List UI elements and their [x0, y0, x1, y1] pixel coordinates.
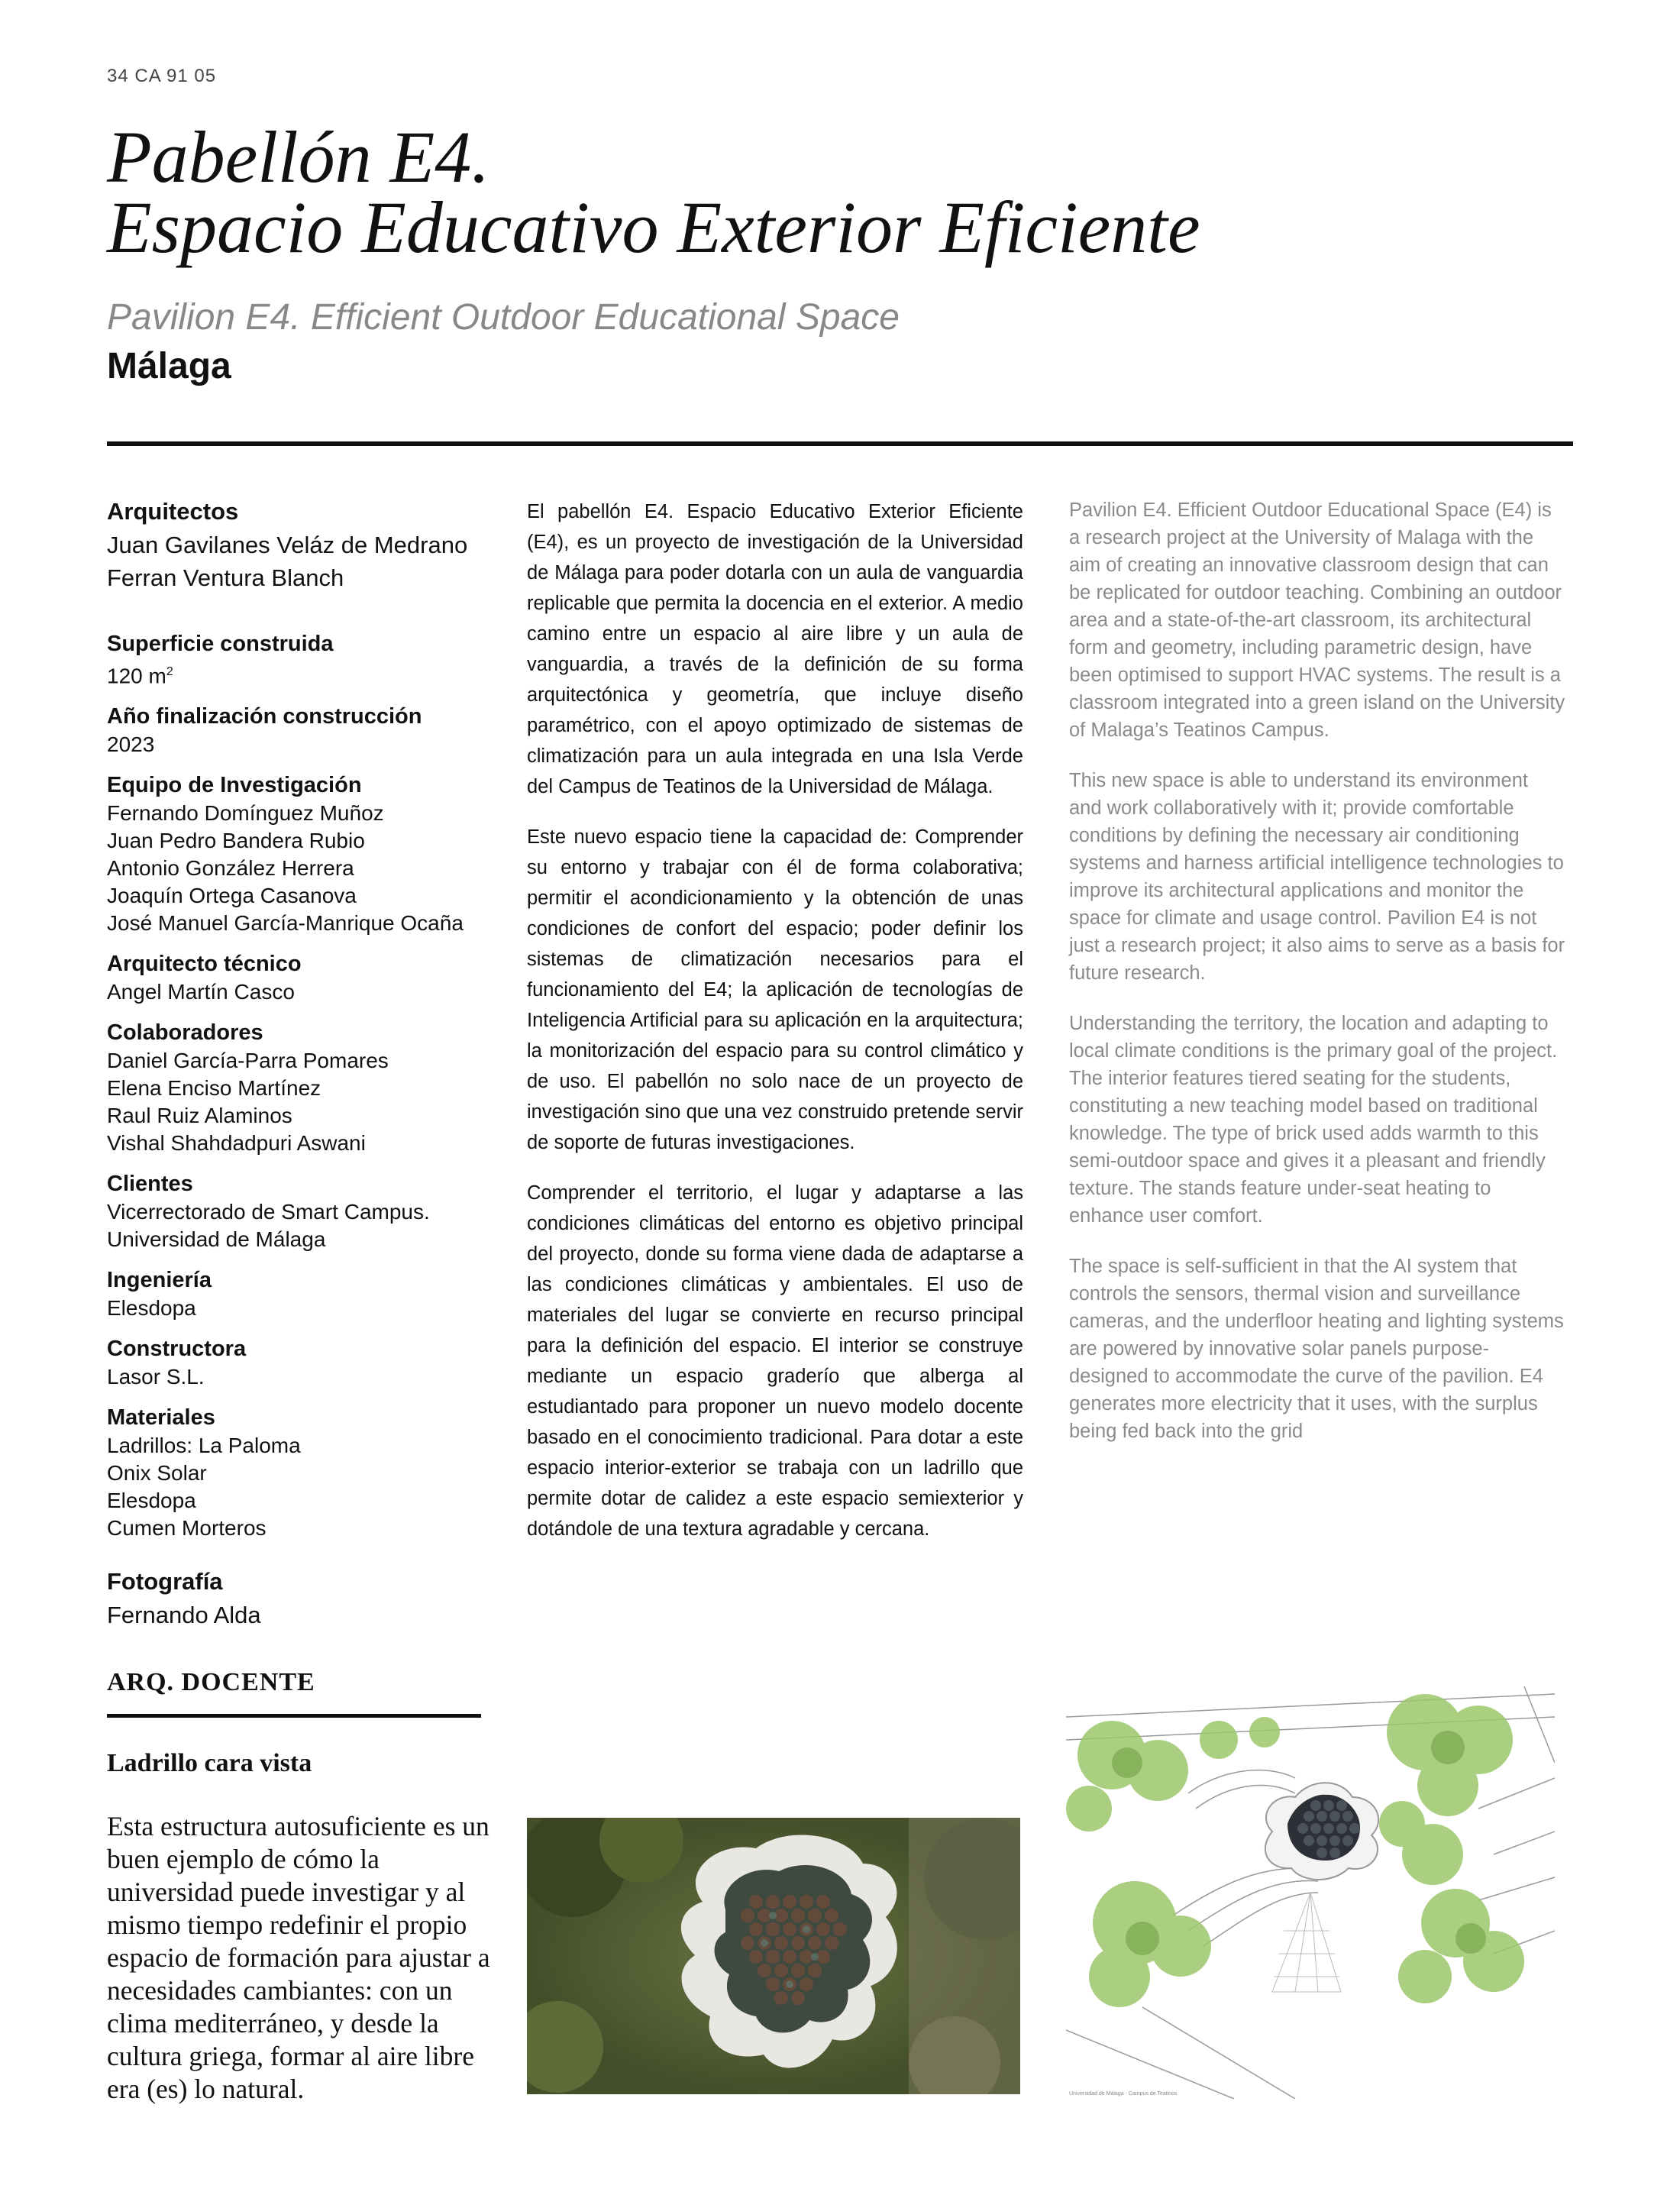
site-plan-drawing — [1066, 1686, 1555, 2099]
area-unit-superscript: 2 — [166, 665, 173, 678]
credit-value: Raul Ruiz Alaminos — [107, 1104, 292, 1128]
title-line-2: Espacio Educativo Exterior Eficiente — [107, 186, 1200, 268]
credit-value: Lasor S.L. — [107, 1365, 205, 1389]
credits-column — [107, 495, 504, 1644]
credits-year — [107, 702, 504, 758]
plan-caption: Universidad de Málaga · Campus de Teatinos — [1069, 2091, 1178, 2097]
credit-label: Equipo de Investigación — [107, 773, 362, 798]
credits-engineering — [107, 1266, 504, 1322]
area-value: 120 m — [107, 664, 166, 688]
credit-value: José Manuel García-Manrique Ocaña — [107, 911, 464, 936]
paragraph: Este nuevo espacio tiene la capacidad de: Comprender su entorno y trabajar con él de forma colaborativa; permitir el acondicionamiento y la obtención de unas condiciones de confort del espacio; poder definir los sistemas de climatización necesarios para el funcionamiento del E4; la aplicación de tecnologías de Inteligencia Artificial para su aplicación en la arquitectura; la monitorización del espacio para su control climático y de uso. El pabellón no solo nace de un proyecto de investigación sino que una vez construido pretende servir de soporte de futuras investigaciones. — [527, 826, 1023, 1153]
credit-value: Vishal Shahdadpuri Aswani — [107, 1131, 366, 1156]
credits-architects — [107, 495, 504, 594]
aerial-photo-drawing — [527, 1818, 1020, 2094]
credit-value: Ladrillos: La Paloma — [107, 1434, 301, 1458]
credits-materials — [107, 1403, 504, 1542]
credit-label: Clientes — [107, 1172, 193, 1197]
credit-label: Año finalización construcción — [107, 704, 422, 729]
credit-value: Elesdopa — [107, 1296, 196, 1321]
title-line-1: Pabellón E4. — [107, 116, 490, 198]
credit-value: Antonio González Herrera — [107, 856, 354, 881]
credit-value: Fernando Domínguez Muñoz — [107, 801, 384, 826]
credit-value: 2023 — [107, 732, 155, 757]
credits-research — [107, 771, 504, 937]
credit-value: Juan Pedro Bandera Rubio — [107, 829, 365, 853]
credits-photography — [107, 1565, 504, 1631]
header-rule — [107, 441, 1573, 446]
credit-value: Vicerrectorado de Smart Campus. — [107, 1200, 430, 1224]
credit-label: Arquitectos — [107, 498, 239, 525]
site-plan — [1066, 1686, 1555, 2099]
credits-builder — [107, 1334, 504, 1391]
credit-value: Universidad de Málaga — [107, 1227, 326, 1252]
credit-value: Angel Martín Casco — [107, 980, 295, 1004]
credit-value — [107, 658, 504, 690]
credit-value: Cumen Morteros — [107, 1516, 267, 1541]
credit-label: Superficie construida — [107, 632, 334, 656]
city-name: Málaga — [107, 346, 231, 386]
credit-label: Constructora — [107, 1337, 247, 1362]
credit-value: Juan Gavilanes Veláz de Medrano — [107, 532, 468, 558]
page-folio: 34 CA 91 05 — [107, 66, 217, 86]
credit-value: Ferran Ventura Blanch — [107, 564, 344, 591]
english-subtitle: Pavilion E4. Efficient Outdoor Educational Space — [107, 297, 900, 338]
credit-label: Ingeniería — [107, 1268, 212, 1293]
sidebar-rule — [107, 1714, 481, 1718]
aerial-photo — [527, 1818, 1020, 2094]
credit-value: Elena Enciso Martínez — [107, 1076, 321, 1101]
sidebar-text: Esta estructura autosuficiente es un buen ejemplo de cómo la universidad puede investigar y al mismo tiempo redefinir el propio espacio de formación para ajustar a necesidades cambiantes: con un clima mediterráneo, y desde la cultura griega, formar al aire libre era (es) lo natural. — [107, 1811, 490, 2104]
credits-tech — [107, 949, 504, 1006]
credit-value: Elesdopa — [107, 1489, 196, 1513]
body-spanish — [527, 496, 1023, 1564]
section-tag: ARQ. DOCENTE — [107, 1668, 315, 1696]
credit-value: Joaquín Ortega Casanova — [107, 884, 357, 908]
page-title — [107, 116, 1558, 268]
paragraph: El pabellón E4. Espacio Educativo Exterior Eficiente (E4), es un proyecto de investigación de la Universidad de Málaga para poder dotarla con un aula de vanguardia replicable que permita la docencia en el exterior. A medio camino entre un espacio al aire libre y un aula de vanguardia, a través de la definición de su forma arquitectónica y geometría, que incluye diseño paramétrico, con el apoyo optimizado de sistemas de climatización para un aula integrada en una Isla Verde del Campus de Teatinos de la Universidad de Málaga. — [527, 501, 1023, 797]
paragraph: Comprender el territorio, el lugar y adaptarse a las condiciones climáticas del entorno es objetivo principal del proyecto, donde su forma viene dada de adaptarse a las condiciones climáticas y ambientales. El uso de materiales del lugar se convierte en recurso principal para la definición del espacio. El interior se construye mediante un espacio graderío que alberga al estudiantado para proponer un nuevo modelo docente basado en el conocimiento tradicional. Para dotar a este espacio interior-exterior se trabaja con un ladrillo que permite dotar de calidez a este espacio semiexterior y dotándole de una textura agradable y cercana. — [527, 1182, 1023, 1540]
credit-label: Materiales — [107, 1405, 215, 1431]
credit-value: Fernando Alda — [107, 1602, 261, 1629]
credit-label: Fotografía — [107, 1568, 223, 1596]
paragraph: Pavilion E4. Efficient Outdoor Educational Space (E4) is a research project at the University of Malaga with the aim of creating an innovative classroom design that can be replicated for outdoor teaching. Combining an outdoor area and a state-of-the-art classroom, its architectural form and geometry, including parametric design, have been optimised to support HVAC systems. The result is a classroom integrated into a green island on the University of Malaga’s Teatinos Campus. — [1069, 500, 1565, 741]
credit-label: Colaboradores — [107, 1020, 263, 1046]
credit-label: Arquitecto técnico — [107, 952, 302, 977]
paragraph: Understanding the territory, the location and adapting to local climate conditions is the primary goal of the project. The interior features tiered seating for the students, constituting a new teaching model based on traditional knowledge. The type of brick used adds warmth to this semi-outdoor space and gives it a pleasant and friendly texture. The stands feature under-seat heating to enhance user comfort. — [1069, 1013, 1558, 1227]
paragraph: The space is self-sufficient in that the AI system that controls the sensors, thermal vision and surveillance cameras, and the underfloor heating and lighting systems are powered by innovative solar panels purpose-designed to accommodate the curve of the pavilion. E4 generates more electricity that it uses, with the surplus being fed back into the grid — [1069, 1256, 1564, 1442]
paragraph: This new space is able to understand its environment and work collaboratively with it; provide comfortable conditions by defining the necessary air conditioning systems and harness artificial intelligence technologies to improve its architectural applications and monitor the space for climate and usage control. Pavilion E4 is not just a research project; it also aims to serve as a basis for future research. — [1069, 770, 1565, 984]
credits-area — [107, 629, 504, 690]
credits-clients — [107, 1169, 504, 1253]
credit-value: Daniel García-Parra Pomares — [107, 1049, 389, 1073]
credits-collab — [107, 1018, 504, 1157]
sidebar-heading: Ladrillo cara vista — [107, 1749, 312, 1777]
credit-value: Onix Solar — [107, 1461, 207, 1486]
body-english — [1069, 496, 1565, 1468]
